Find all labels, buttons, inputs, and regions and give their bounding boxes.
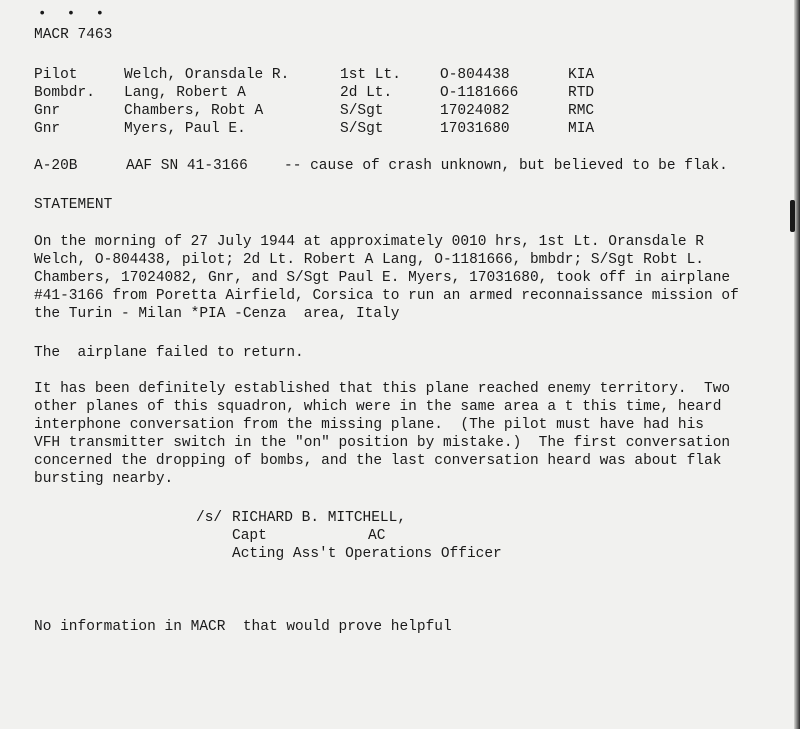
crew-status: RTD <box>568 85 595 101</box>
paragraph-line: concerned the dropping of bombs, and the last conversation heard was about flak <box>34 453 722 469</box>
paragraph-line: the Turin - Milan *PIA -Cenza area, Italy <box>34 306 400 322</box>
crew-role: Gnr <box>34 121 61 137</box>
signature-mark: /s/ <box>196 510 223 526</box>
crew-role: Gnr <box>34 103 61 119</box>
aircraft-type: A-20B <box>34 158 78 174</box>
crew-serial: O-1181666 <box>440 85 519 101</box>
paragraph-line: bursting nearby. <box>34 471 174 487</box>
crew-status: MIA <box>568 121 595 137</box>
statement-heading: STATEMENT <box>34 197 113 213</box>
paragraph-line: other planes of this squadron, which were in the same area a t this time, heard <box>34 399 722 415</box>
paragraph-line: #41-3166 from Poretta Airfield, Corsica to run an armed reconnaissance mission of <box>34 288 739 304</box>
crew-serial: O-804438 <box>440 67 510 83</box>
footer-note: No information in MACR that would prove helpful <box>34 619 452 635</box>
crew-rank: S/Sgt <box>340 121 384 137</box>
crew-name: Lang, Robert A <box>124 85 246 101</box>
binding-mark <box>790 200 795 232</box>
crew-name: Welch, Oransdale R. <box>124 67 290 83</box>
crash-cause: -- cause of crash unknown, but believed to be flak. <box>284 158 728 174</box>
crew-rank: 1st Lt. <box>340 67 401 83</box>
paragraph-line: Welch, O-804438, pilot; 2d Lt. Robert A Lang, O-1181666, bmbdr; S/Sgt Robt L. <box>34 252 705 268</box>
crew-role: Pilot <box>34 67 78 83</box>
signer-name: RICHARD B. MITCHELL, <box>232 510 407 526</box>
crew-rank: 2d Lt. <box>340 85 393 101</box>
aircraft-serial: AAF SN 41-3166 <box>126 158 248 174</box>
crew-serial: 17024082 <box>440 103 510 119</box>
paragraph-line: VFH transmitter switch in the "on" position by mistake.) The first conversation <box>34 435 731 451</box>
paragraph-line: It has been definitely established that this plane reached enemy territory. Two <box>34 381 731 397</box>
paragraph-line: interphone conversation from the missing plane. (The pilot must have had his <box>34 417 705 433</box>
crew-name: Chambers, Robt A <box>124 103 264 119</box>
crew-serial: 17031680 <box>440 121 510 137</box>
signer-rank: Capt <box>232 528 267 544</box>
crew-status: RMC <box>568 103 595 119</box>
crew-rank: S/Sgt <box>340 103 384 119</box>
paragraph-line: On the morning of 27 July 1944 at approximately 0010 hrs, 1st Lt. Oransdale R <box>34 234 705 250</box>
crew-name: Myers, Paul E. <box>124 121 246 137</box>
crew-status: KIA <box>568 67 595 83</box>
statement-paragraph-2: The airplane failed to return. <box>34 345 304 361</box>
header-dots: • • • <box>38 6 111 22</box>
page-edge-shadow <box>794 0 800 729</box>
signer-branch: AC <box>368 528 386 544</box>
crew-role: Bombdr. <box>34 85 95 101</box>
signer-title: Acting Ass't Operations Officer <box>232 546 502 562</box>
paragraph-line: Chambers, 17024082, Gnr, and S/Sgt Paul E. Myers, 17031680, took off in airplane <box>34 270 731 286</box>
document-title: MACR 7463 <box>34 27 113 43</box>
